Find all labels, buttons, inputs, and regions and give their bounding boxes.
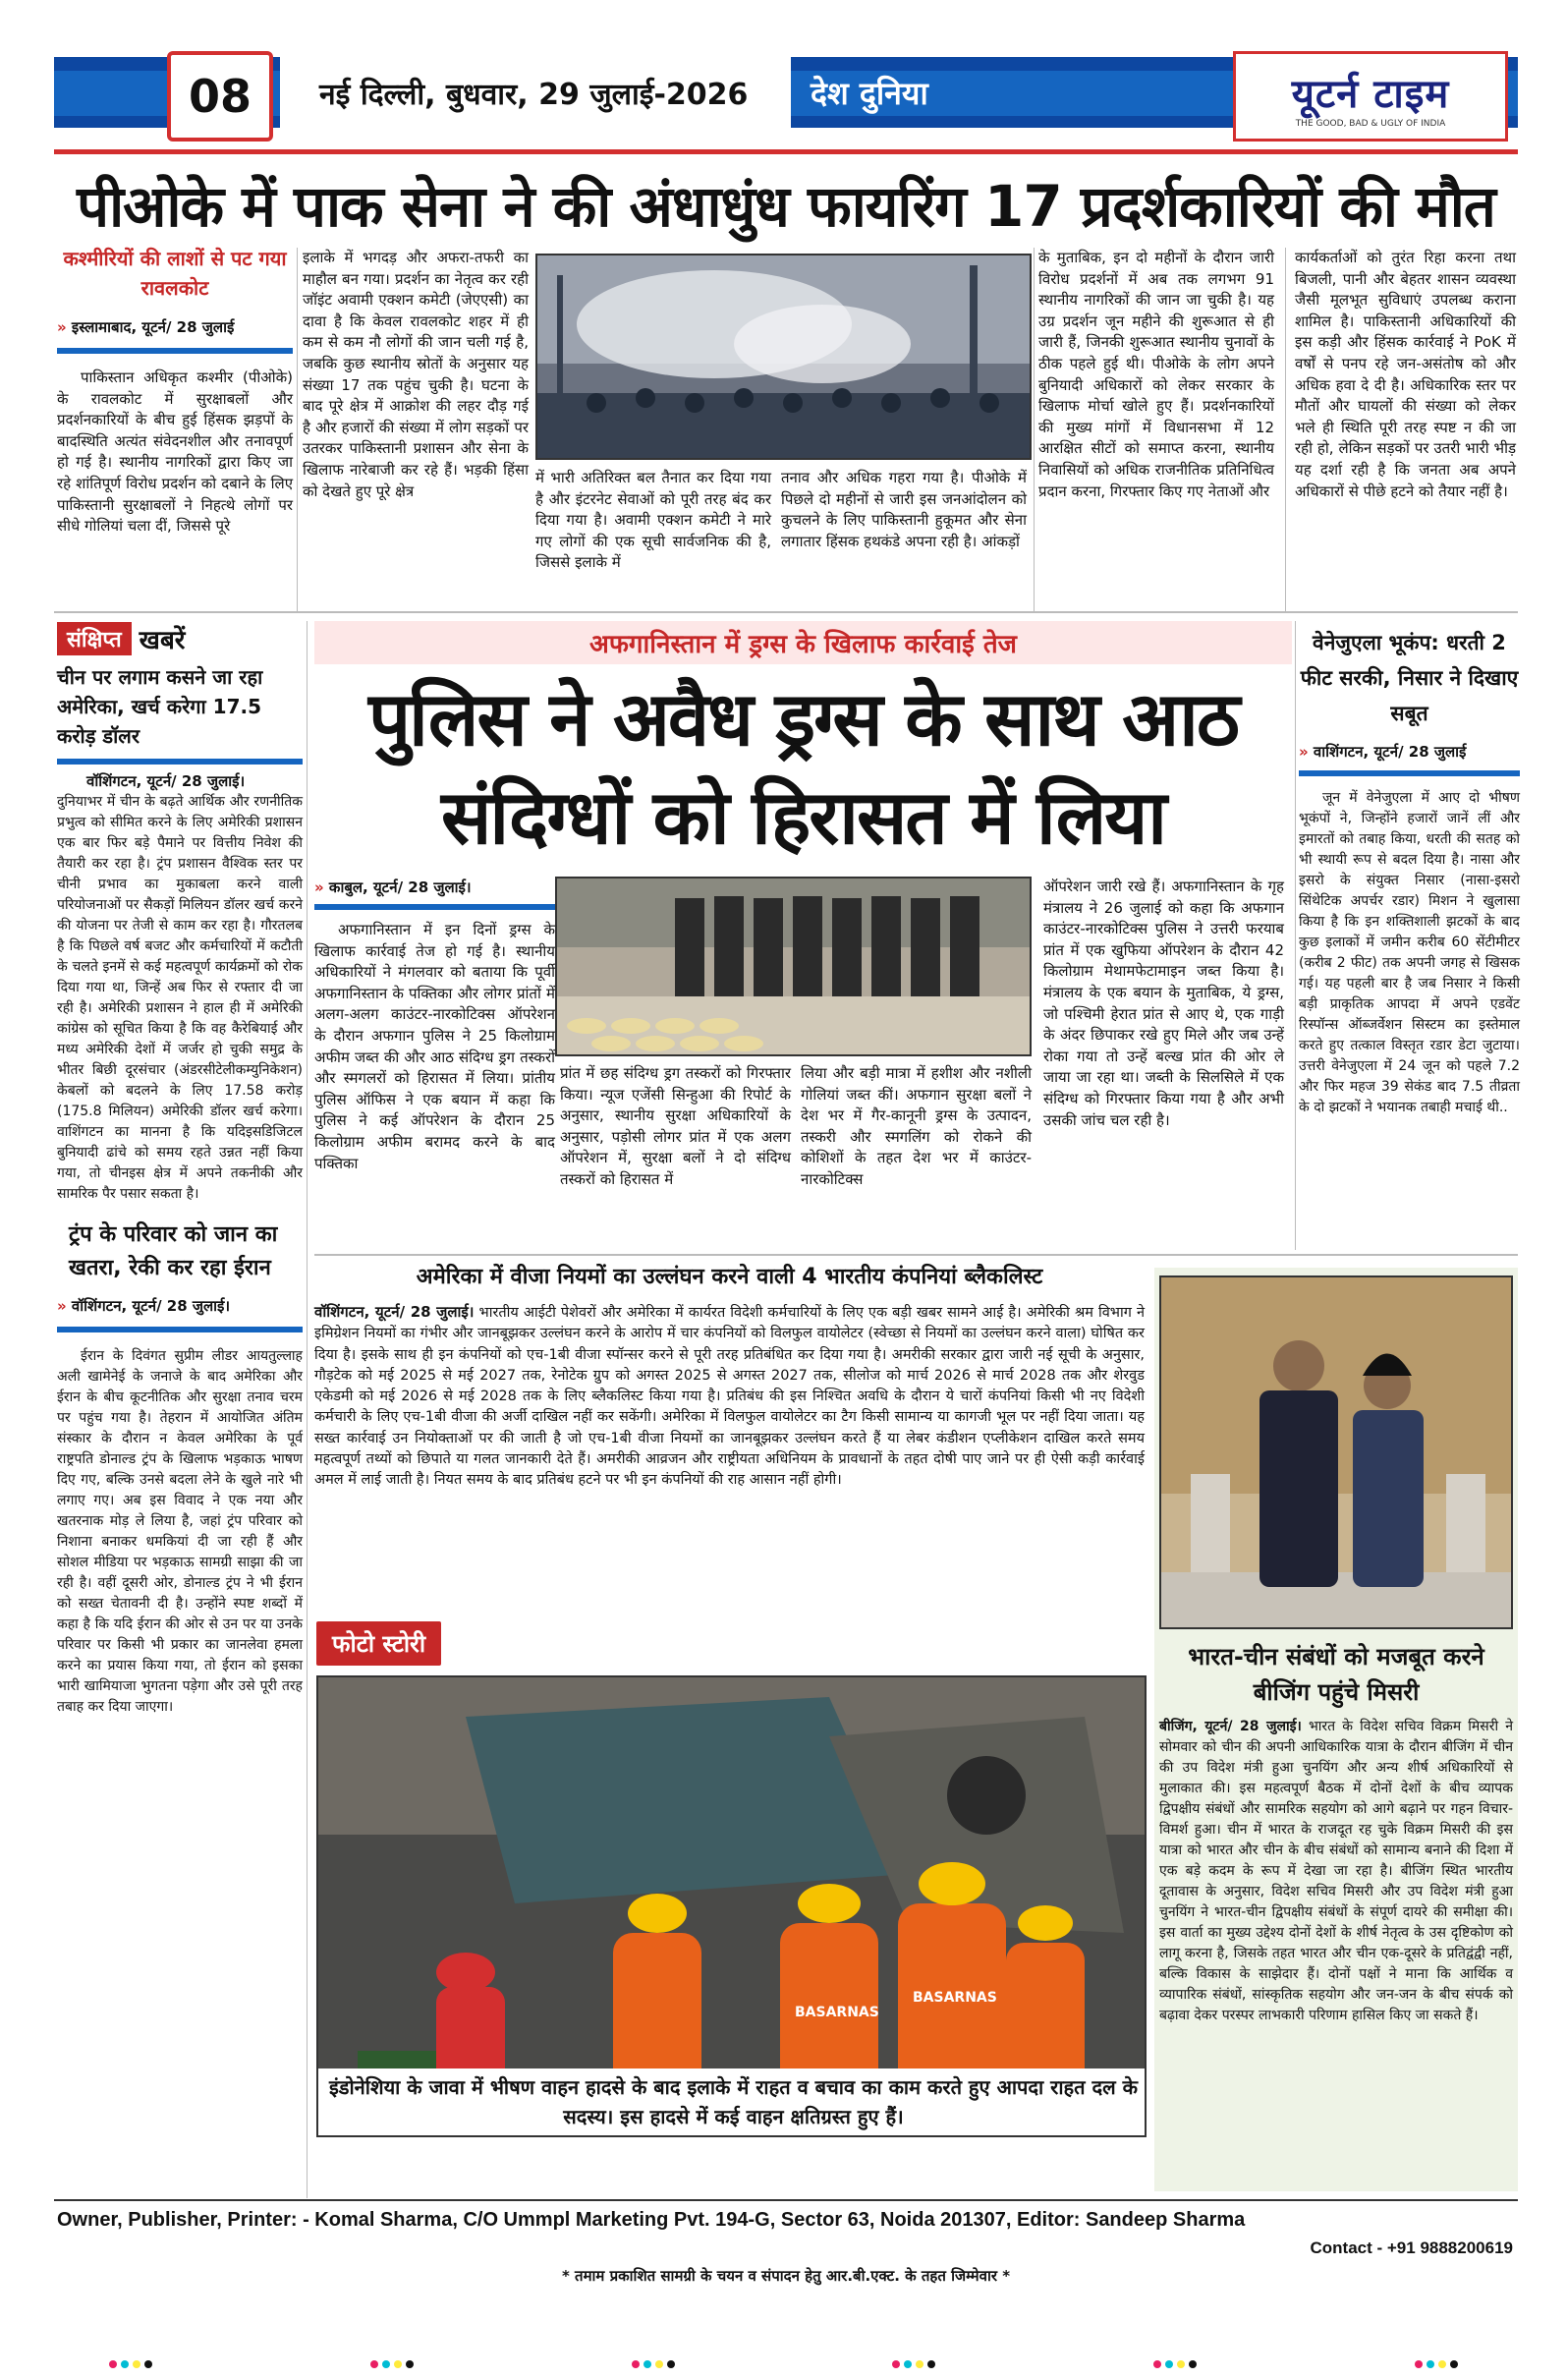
visa-story bbox=[314, 1260, 1145, 1492]
brief-tag-a: संक्षिप्त bbox=[57, 622, 132, 655]
misri-photo-art bbox=[1161, 1277, 1513, 1629]
brief-tag-b: खबरें bbox=[139, 626, 186, 655]
china-byline: बीजिंग, यूटर्न/ 28 जुलाई। bbox=[1159, 1719, 1302, 1734]
col-rule bbox=[297, 248, 298, 611]
divider bbox=[57, 759, 303, 765]
section-title: देश दुनिया bbox=[811, 74, 928, 112]
main-text-2: इलाके में भगदड़ और अफरा-तफरी का माहौल बन गया। प्रदर्शन का नेतृत्व कर रही जॉइंट अवामी एक्शन कमेटी (जेएएसी) का दावा है कि केवल रावलकोट शहर में ही कम से कम नौ लोगों की जान चली गई है, जबकि कुछ स्थानीय स्रोतों के अनुसार यह संख्या 17 तक पहुंच चुकी है। घटना के बाद पूरे क्षेत्र में आक्रोश की लहर दौड़ गई है और हजारों की संख्या में लोग सड़कों पर उतरकर पाकिस्तानी प्रशासन और सेना के खिलाफ नारेबाजी कर रहे हैं। भड़की हिंसा को देखते हुए पूरे क्षेत्र bbox=[303, 249, 529, 500]
brief-1-headline: चीन पर लगाम कसने जा रहा अमेरिका, खर्च करेगा 17.5 करोड़ डॉलर bbox=[57, 665, 263, 748]
visa-text: भारतीय आईटी पेशेवरों और अमेरिका में कार्यरत विदेशी कर्मचारियों के लिए एक बड़ी खबर सामने आई है। अमेरिकी श्रम विभाग ने इमिग्रेशन नियमों का गंभीर और जानबूझकर उल्लंघन करने के आरोप में चार कंपनियों को विलफुल वायोलेटर (स्वेच्छा से नियमों का उल्लंघन करने वाला) घोषित कर दिया है। इसके साथ ही इन कंपनियों को एच-1बी वीजा स्पॉन्सर करने से पूरी तरह प्रतिबंधित कर दिया गया है। अमरीकी सरकार द्वारा जारी नई सूची के अनुसार, गौड़टेक को मई 2025 से मई 2027 तक, रेनोटेक ग्रुप को अगस्त 2025 से अगस्त 2027 तक, सीलोज को मार्च 2026 से मार्च 2028 तक और शेरवुड एकेडमी को मई 2026 से मई 2028 तक के लिए ब्लैकलिस्ट किया गया है। प्रतिबंध की इस निश्चित अवधि के दौरान ये चारों कंपनियां किसी भी नए विदेशी कर्मचारी के लिए एच-1बी वीजा की अर्जी दाखिल नहीं कर सकेंगी। अमेरिका में विलफुल वायोलेटर का टैग किसी सामान्य या कागजी भूल पर नहीं दिया जाता। यह सख्त कार्रवाई उन नियोक्ताओं पर की जाती है जो एच-1बी वीजा नियमों का जानबूझकर उल्लंघन करते हैं या लेबर कंडीशन एप्लीकेशन दाखिल करते समय महत्वपूर्ण तथ्यों को छिपाते या गलत जानकारी देते हैं। अमरीकी आव्रजन और राष्ट्रीयता अधिनियम के प्रावधानों के तहत दोषी पाए जाने पर ही ऐसी कड़ी कार्रवाई अमल में लाई जाती है। नियत समय के बाद प्रतिबंध हटने पर भी इन कंपनियों की राह आसान नहीं होगी। bbox=[314, 1305, 1145, 1489]
main-byline-place: इस्लामाबाद, यूटर्न/ bbox=[71, 318, 172, 336]
divider bbox=[57, 1327, 303, 1332]
visa-byline: वॉशिंगटन, यूटर्न/ 28 जुलाई। bbox=[314, 1303, 475, 1321]
drug-byline: काबुल, यूटर्न/ 28 जुलाई। bbox=[328, 878, 472, 896]
main-headline: पीओके में पाक सेना ने की अंधाधुंध फायरिंग 17 प्रदर्शकारियों की मौत bbox=[77, 173, 1495, 240]
china-story bbox=[1159, 1639, 1513, 2026]
drug-story bbox=[314, 621, 1292, 867]
registration-marks bbox=[0, 2353, 1567, 2372]
vest-label: BASARNAS bbox=[913, 1990, 997, 2006]
drug-photo bbox=[555, 877, 1032, 1056]
main-subhead: कश्मीरियों की लाशों से पट गया रावलकोट bbox=[63, 247, 287, 300]
footer-contact: Contact - +91 9888200619 bbox=[1310, 2238, 1513, 2257]
header-rule bbox=[54, 149, 1518, 154]
divider bbox=[57, 348, 293, 354]
divider bbox=[1299, 770, 1520, 776]
dateline: नई दिल्ली, बुधवार, 29 जुलाई-2026 bbox=[280, 57, 791, 128]
section-rule bbox=[54, 611, 1518, 613]
venezuela-byline-wrap: » वाशिंगटन, यूटर्न/ 28 जुलाई bbox=[1299, 743, 1467, 761]
col-rule bbox=[1295, 621, 1296, 1250]
reg-mark bbox=[630, 2353, 677, 2372]
photo-caption: इंडोनेशिया के जावा में भीषण वाहन हादसे के बाद इलाके में राहत व बचाव का काम करते हुए आपदा राहत दल के सदस्य। इस हादसे में कई वाहन क्षतिग्रस्त हुए हैं। bbox=[318, 2068, 1147, 2135]
drug-text-1: अफगानिस्तान में इन दिनों ड्रग्स के खिलाफ कार्रवाई तेज हो गई है। स्थानीय अधिकारियों ने मंगलवार को बताया कि पूर्वी अफगानिस्तान के पक्तिका और लोगर प्रांतों में अलग-अलग काउंटर-नारकोटिक्स ऑपरेशन के दौरान अफगान पुलिस ने 25 किलोग्राम अफीम जब्त की और आठ संदिग्ध ड्रग तस्करों और स्मगलरों को हिरासत में लिया। प्रांतीय पुलिस ऑफिस ने एक बयान में कहा कि पुलिस ने कई ऑपरेशन के दौरान 25 किलोग्राम अफीम बरामद करने के बाद पक्तिका bbox=[314, 921, 555, 1172]
main-text-4: के मुताबिक, इन दो महीनों के दौरान जारी विरोध प्रदर्शनों में अब तक लगभग 91 स्थानीय नागरिकों की जान जा चुकी है। यह उग्र प्रदर्शन जून महीने की शुरूआत से ही जारी हैं, जिनकी शुरूआत स्थानीय चुनावों के ठीक पहले हुई थी। पीओके के लोग अपने बुनियादी अधिकारों को लेकर सरकार के खिलाफ मोर्चा खोले हुए हैं। प्रदर्शनकारियों की मुख्य मांगों में विधानसभा में 12 आरक्षित सीटों को समाप्त करना, स्थानीय निवासियों को अधिक राजनीतिक प्रतिनिधित्व प्रदान करना, गिरफ्तार किए गए नेताओं और bbox=[1038, 249, 1274, 500]
reg-mark bbox=[890, 2353, 937, 2372]
page-number: 08 bbox=[167, 51, 273, 142]
divider bbox=[314, 904, 555, 910]
logo-name: यूटर्न टाइम bbox=[1291, 70, 1450, 117]
protest-photo-art bbox=[537, 255, 1032, 460]
masthead bbox=[54, 51, 1518, 142]
drug-text-3: लिया और बड़ी मात्रा में हशीश और नशीली गोलियां जब्त कीं। अफगान सुरक्षा बलों ने देश भर में गैर-कानूनी ड्रग्स के उत्पादन, तस्करी और स्मगलिंग को रोकने की कोशिशों के तहत देश भर में काउंटर-नारकोटिक्स bbox=[801, 1064, 1032, 1188]
vest-label: BASARNAS bbox=[795, 2005, 879, 2020]
brief-news-tag bbox=[57, 621, 303, 656]
photo-story-tag: फोटो स्टोरी bbox=[316, 1621, 441, 1666]
misri-photo bbox=[1159, 1275, 1513, 1629]
col-rule bbox=[307, 621, 308, 2198]
drug-text-2: प्रांत में छह संदिग्ध ड्रग तस्करों को गिरफ्तार किया। न्यूज एजेंसी सिन्हुआ की रिपोर्ट के अनुसार, स्थानीय सुरक्षा अधिकारियों के अनुसार, पड़ोसी लोगर प्रांत में एक अलग ऑपरेशन में, सुरक्षा बलों ने दो संदिग्ध तस्करों को हिरासत में bbox=[560, 1064, 791, 1188]
brief-2-headline: ट्रंप के परिवार को जान का खतरा, रेकी कर रहा ईरान bbox=[69, 1222, 278, 1280]
drug-headline-2: संदिग्धों को हिरासत में लिया bbox=[440, 773, 1165, 861]
reg-mark bbox=[1413, 2353, 1460, 2372]
reg-mark bbox=[368, 2353, 416, 2372]
visa-headline: अमेरिका में वीजा नियमों का उल्लंघन करने वाली 4 भारतीय कंपनियां ब्लैकलिस्ट bbox=[416, 1265, 1043, 1289]
brief-1-text: दुनियाभर में चीन के बढ़ते आर्थिक और रणनीतिक प्रभुत्व को सीमित करने के लिए अमेरिकी प्रशासन एक बार फिर बड़े पैमाने पर वित्तीय निवेश की तैयारी कर रहा है। ट्रंप प्रशासन वैश्विक स्तर पर चीनी प्रभाव का मुकाबला करने वाली परियोजनाओं पर सैकड़ों मिलियन डॉलर खर्च करने की योजना पर तेजी से काम कर रहा है। गौरतलब है कि पिछले वर्ष बजट और कर्मचारियों में कटौती के चलते इनमें से कई महत्वपूर्ण कार्यक्रमों को रोक दिया गया था, जिन्हें अब फिर से रफ्तार दी जा रही है। अमेरिकी प्रशासन ने हाल ही में अमेरिकी कांग्रेस को सूचित किया है कि वह कैरेबियाई और मध्य अमेरिकी देशों में जर्जर हो चुकी समुद्र के भीतर बिछी दूरसंचार (अंडरसीटेलीकम्युनिकेशन) केबलों को बदलने के लिए 17.58 करोड़ (175.8 मिलियन) अमेरिकी डॉलर खर्च करेगा। वाशिंगटन का मानना है कि यदिइसडिजिटल बुनियादी ढांचे को समय रहते उन्नत नहीं किया गया, तो चीनइस क्षेत्र में अपने तकनीकी और सामरिक पैर पसार सकता है। bbox=[57, 794, 303, 1202]
protest-photo bbox=[535, 254, 1032, 460]
reg-mark bbox=[107, 2353, 154, 2372]
drug-text-4: ऑपरेशन जारी रखे हैं। अफगानिस्तान के गृह मंत्रालय ने 26 जुलाई को कहा कि अफगान काउंटर-नारकोटिक्स पुलिस ने उत्तरी फरयाब प्रांत में एक खुफिया ऑपरेशन के दौरान 42 किलोग्राम मेथामफेटामाइन जब्त किया है। मंत्रालय के एक बयान के मुताबिक, ये ड्रग्स, जो पश्चिमी हेरात प्रांत से आए थे, एक गाड़ी के अंदर छिपाकर रखे हुए मिले और जब उन्हें रोका गया तो उन्हें बल्ख प्रांत की ओर ले जाया जा रहा था। जब्ती के सिलसिले में एक संदिग्ध को गिरफ्तार किया गया है और अभी उसकी जांच चल रही है। bbox=[1043, 878, 1284, 1129]
venezuela-headline: वेनेजुएला भूकंप: धरती 2 फीट सरकी, निसार ने दिखाए सबूत bbox=[1300, 631, 1519, 725]
drug-byline-wrap: » काबुल, यूटर्न/ 28 जुलाई। bbox=[314, 878, 472, 896]
section-rule bbox=[314, 1254, 1518, 1256]
footer-disclaimer: * तमाम प्रकाशित सामग्री के चयन व संपादन हेतु आर.बी.एक्ट. के तहत जिम्मेवार * bbox=[561, 2267, 1011, 2285]
main-col-1 bbox=[57, 244, 293, 538]
rescue-photo bbox=[316, 1675, 1147, 2137]
china-text-wrap bbox=[1159, 1716, 1513, 2026]
main-byline: » इस्लामाबाद, यूटर्न/ 28 जुलाई bbox=[57, 318, 235, 336]
footer-rule bbox=[54, 2199, 1518, 2201]
main-byline-date: 28 जुलाई bbox=[176, 318, 235, 336]
visa-text-wrap bbox=[314, 1301, 1145, 1492]
brief-2-byline: वॉशिंगटन, यूटर्न/ 28 जुलाई। bbox=[71, 1297, 231, 1315]
photo-story bbox=[316, 1621, 1147, 1666]
logo-tagline: THE GOOD, BAD & UGLY OF INDIA bbox=[1295, 118, 1446, 129]
drug-photo-art bbox=[557, 878, 1032, 1056]
drug-kicker-band bbox=[314, 621, 1292, 664]
main-text-1: पाकिस्तान अधिकृत कश्मीर (पीओके) के रावलकोट में सुरक्षाबलों और प्रदर्शनकारियों के बीच हुई हिंसक झड़पों के बादस्थिति अत्यंत संवेदनशील और तनावपूर्ण हो गई है। स्थानीय नागरिकों द्वारा किए जा रहे शांतिपूर्ण विरोध प्रदर्शन को दबाने के लिए पाकिस्तानी सुरक्षाबलों ने निहत्थे लोगों पर सीधे गोलियां चला दीं, जिससे पूरे bbox=[57, 368, 293, 536]
china-text: भारत के विदेश सचिव विक्रम मिसरी ने सोमवार को चीन की अपनी आधिकारिक यात्रा के दौरान बीजिंग में चीन की उप विदेश मंत्री हुआ चुनयिंग और अन्य शीर्ष अधिकारियों से मुलाकात की। इस महत्वपूर्ण बैठक में दोनों देशों के बीच व्यापक द्विपक्षीय संबंधों और सामरिक सहयोग को आगे बढ़ाने पर गहन विचार-विमर्श हुआ। चीन में भारत के राजदूत रह चुके विक्रम मिसरी की इस यात्रा को भारत और चीन के बीच संबंधों को सामान्य बनाने की दिशा में एक बड़े कदम के रूप में देखा जा रहा है। बीजिंग स्थित भारतीय दूतावास के अनुसार, विदेश सचिव मिसरी और उप विदेश मंत्री हुआ चुनयिंग ने भारत-चीन द्विपक्षीय संबंधों के संपूर्ण दायरे की समीक्षा की। इस वार्ता का मुख्य उद्देश्य दोनों देशों के शीर्ष नेतृत्व के उस दृष्टिकोण को लागू करना है, जिसके तहत भारत और चीन एक-दूसरे के प्रतिद्वंद्वी नहीं, बल्कि विकास के साझेदार हैं। दोनों पक्षों ने माना कि आर्थिक व व्यापारिक संबंधों, सांस्कृतिक सहयोग और जन-जन के बीच संपर्क को बढ़ावा देकर परस्पर लाभकारी परिणाम हासिल किए जा सकते हैं। bbox=[1159, 1719, 1514, 2023]
brief-2-byline-wrap: » वॉशिंगटन, यूटर्न/ 28 जुलाई। bbox=[57, 1297, 231, 1315]
col-rule bbox=[1034, 248, 1035, 611]
col-rule bbox=[1285, 248, 1286, 611]
drug-col-1 bbox=[314, 877, 555, 1174]
brief-news-column bbox=[57, 621, 303, 1718]
main-text-3a: में भारी अतिरिक्त बल तैनात कर दिया गया है और इंटरनेट सेवाओं को पूरी तरह बंद कर दिया गया है। अवामी एक्शन कमेटी ने मारे गए लोगों की एक सूची सार्वजनिक की है, जिससे इलाके में bbox=[535, 469, 771, 572]
venezuela-story bbox=[1299, 625, 1520, 1118]
main-text-3b: तनाव और अधिक गहरा गया है। पीओके में पिछले दो महीनों से जारी इस जनआंदोलन को कुचलने के लिए पाकिस्तानी हुकूमत और सेना लगातार हिंसक हथकंडे अपना रही है। आंकड़ों bbox=[781, 469, 1027, 550]
drug-kicker: अफगानिस्तान में ड्रग्स के खिलाफ कार्रवाई तेज bbox=[589, 630, 1017, 659]
brief-2-text: ईरान के दिवंगत सुप्रीम लीडर आयतुल्लाह अली खामेनेई के जनाजे के बाद अमेरिका और ईरान के बीच कूटनीतिक और सुरक्षा तनाव चरम पर पहुंच गया है। तेहरान में आयोजित अंतिम संस्कार के दौरान न केवल अमेरिका के पूर्व राष्ट्रपति डोनाल्ड ट्रंप के खिलाफ भड़काऊ भाषण दिए गए, बल्कि उनसे बदला लेने के खुले नारे भी लगाए गए। अब इस विवाद ने एक नया और खतरनाक मोड़ ले लिया है, जहां ट्रंप परिवार को निशाना बनाकर धमकियां दी जा रही हैं और सोशल मीडिया पर भड़काऊ सामग्री साझा की जा रही है। वहीं दूसरी ओर, डोनाल्ड ट्रंप ने भी ईरान को सख्त चेतावनी दी है। उन्होंने स्पष्ट शब्दों में कहा है कि यदि ईरान की ओर से उन पर या उनके परिवार पर किसी भी प्रकार का जानलेवा हमला करने का प्रयास किया गया, तो ईरान को इसका भारी खामियाजा भुगतना पड़ेगा और उसे पूरी तरह तबाह कर दिया जाएगा। bbox=[57, 1348, 303, 1715]
venezuela-text: जून में वेनेजुएला में आए दो भीषण भूकंपों ने, जिन्होंने हजारों जानें लीं और इमारतों को तबाह किया, धरती की सतह को भी स्थायी रूप से बदल दिया है। नासा और इसरो के संयुक्त निसार (नासा-इसरो सिंथेटिक अपर्चर रडार) मिशन ने खुलासा किया है कि इन शक्तिशाली झटकों के बाद कुछ इलाकों में जमीन करीब 60 सेंटीमीटर (करीब 2 फीट) तक अपनी जगह से खिसक गई। यह पहली बार है जब निसार ने किसी बड़ी प्राकृतिक आपदा में अपने एडवेंट रिस्पॉन्स ऑब्जर्वेशन सिस्टम का इस्तेमाल करते हुए तत्काल विस्तृत रडार डेटा जुटाया। उत्तरी वेनेजुएला में 24 जून को पहले 7.2 और फिर महज 39 सेकंड बाद 7.5 तीव्रता के दो झटकों ने भयानक तबाही मचाई थी.. bbox=[1299, 790, 1520, 1115]
venezuela-byline: वाशिंगटन, यूटर्न/ 28 जुलाई bbox=[1313, 743, 1467, 761]
main-text-5: कार्यकर्ताओं को तुरंत रिहा करना तथा बिजली, पानी और बेहतर शासन व्यवस्था जैसी मूलभूत सुविधाएं उपलब्ध कराना शामिल है। पाकिस्तानी अधिकारियों की इस कड़ी और हिंसक कार्रवाई ने PoK में वर्षों से पनप रहे जन-असंतोष को और अधिक हवा दे दी है। अधिकारिक स्तर पर मौतों और घायलों की संख्या को लेकर भले ही स्थिति पूरी तरह स्पष्ट न की जा रही हो, लेकिन सड़कों पर उतरी भारी भीड़ यह दर्शा रही है कि जनता अब अपने अधिकारों से पीछे हटने को तैयार नहीं है। bbox=[1295, 249, 1516, 500]
footer-imprint: Owner, Publisher, Printer: - Komal Sharma, C/O Ummpl Marketing Pvt. 194-G, Sector 63, Noida 201307, Editor: Sandeep Sharma bbox=[57, 2209, 1246, 2231]
drug-headline-1: पुलिस ने अवैध ड्रग्स के साथ आठ bbox=[368, 675, 1238, 763]
china-headline: भारत-चीन संबंधों को मजबूत करने बीजिंग पहुंचे मिसरी bbox=[1188, 1643, 1484, 1706]
reg-mark bbox=[1151, 2353, 1199, 2372]
brief-1-byline: वॉशिंगटन, यूटर्न/ 28 जुलाई। bbox=[86, 772, 246, 790]
newspaper-logo bbox=[1233, 51, 1508, 142]
